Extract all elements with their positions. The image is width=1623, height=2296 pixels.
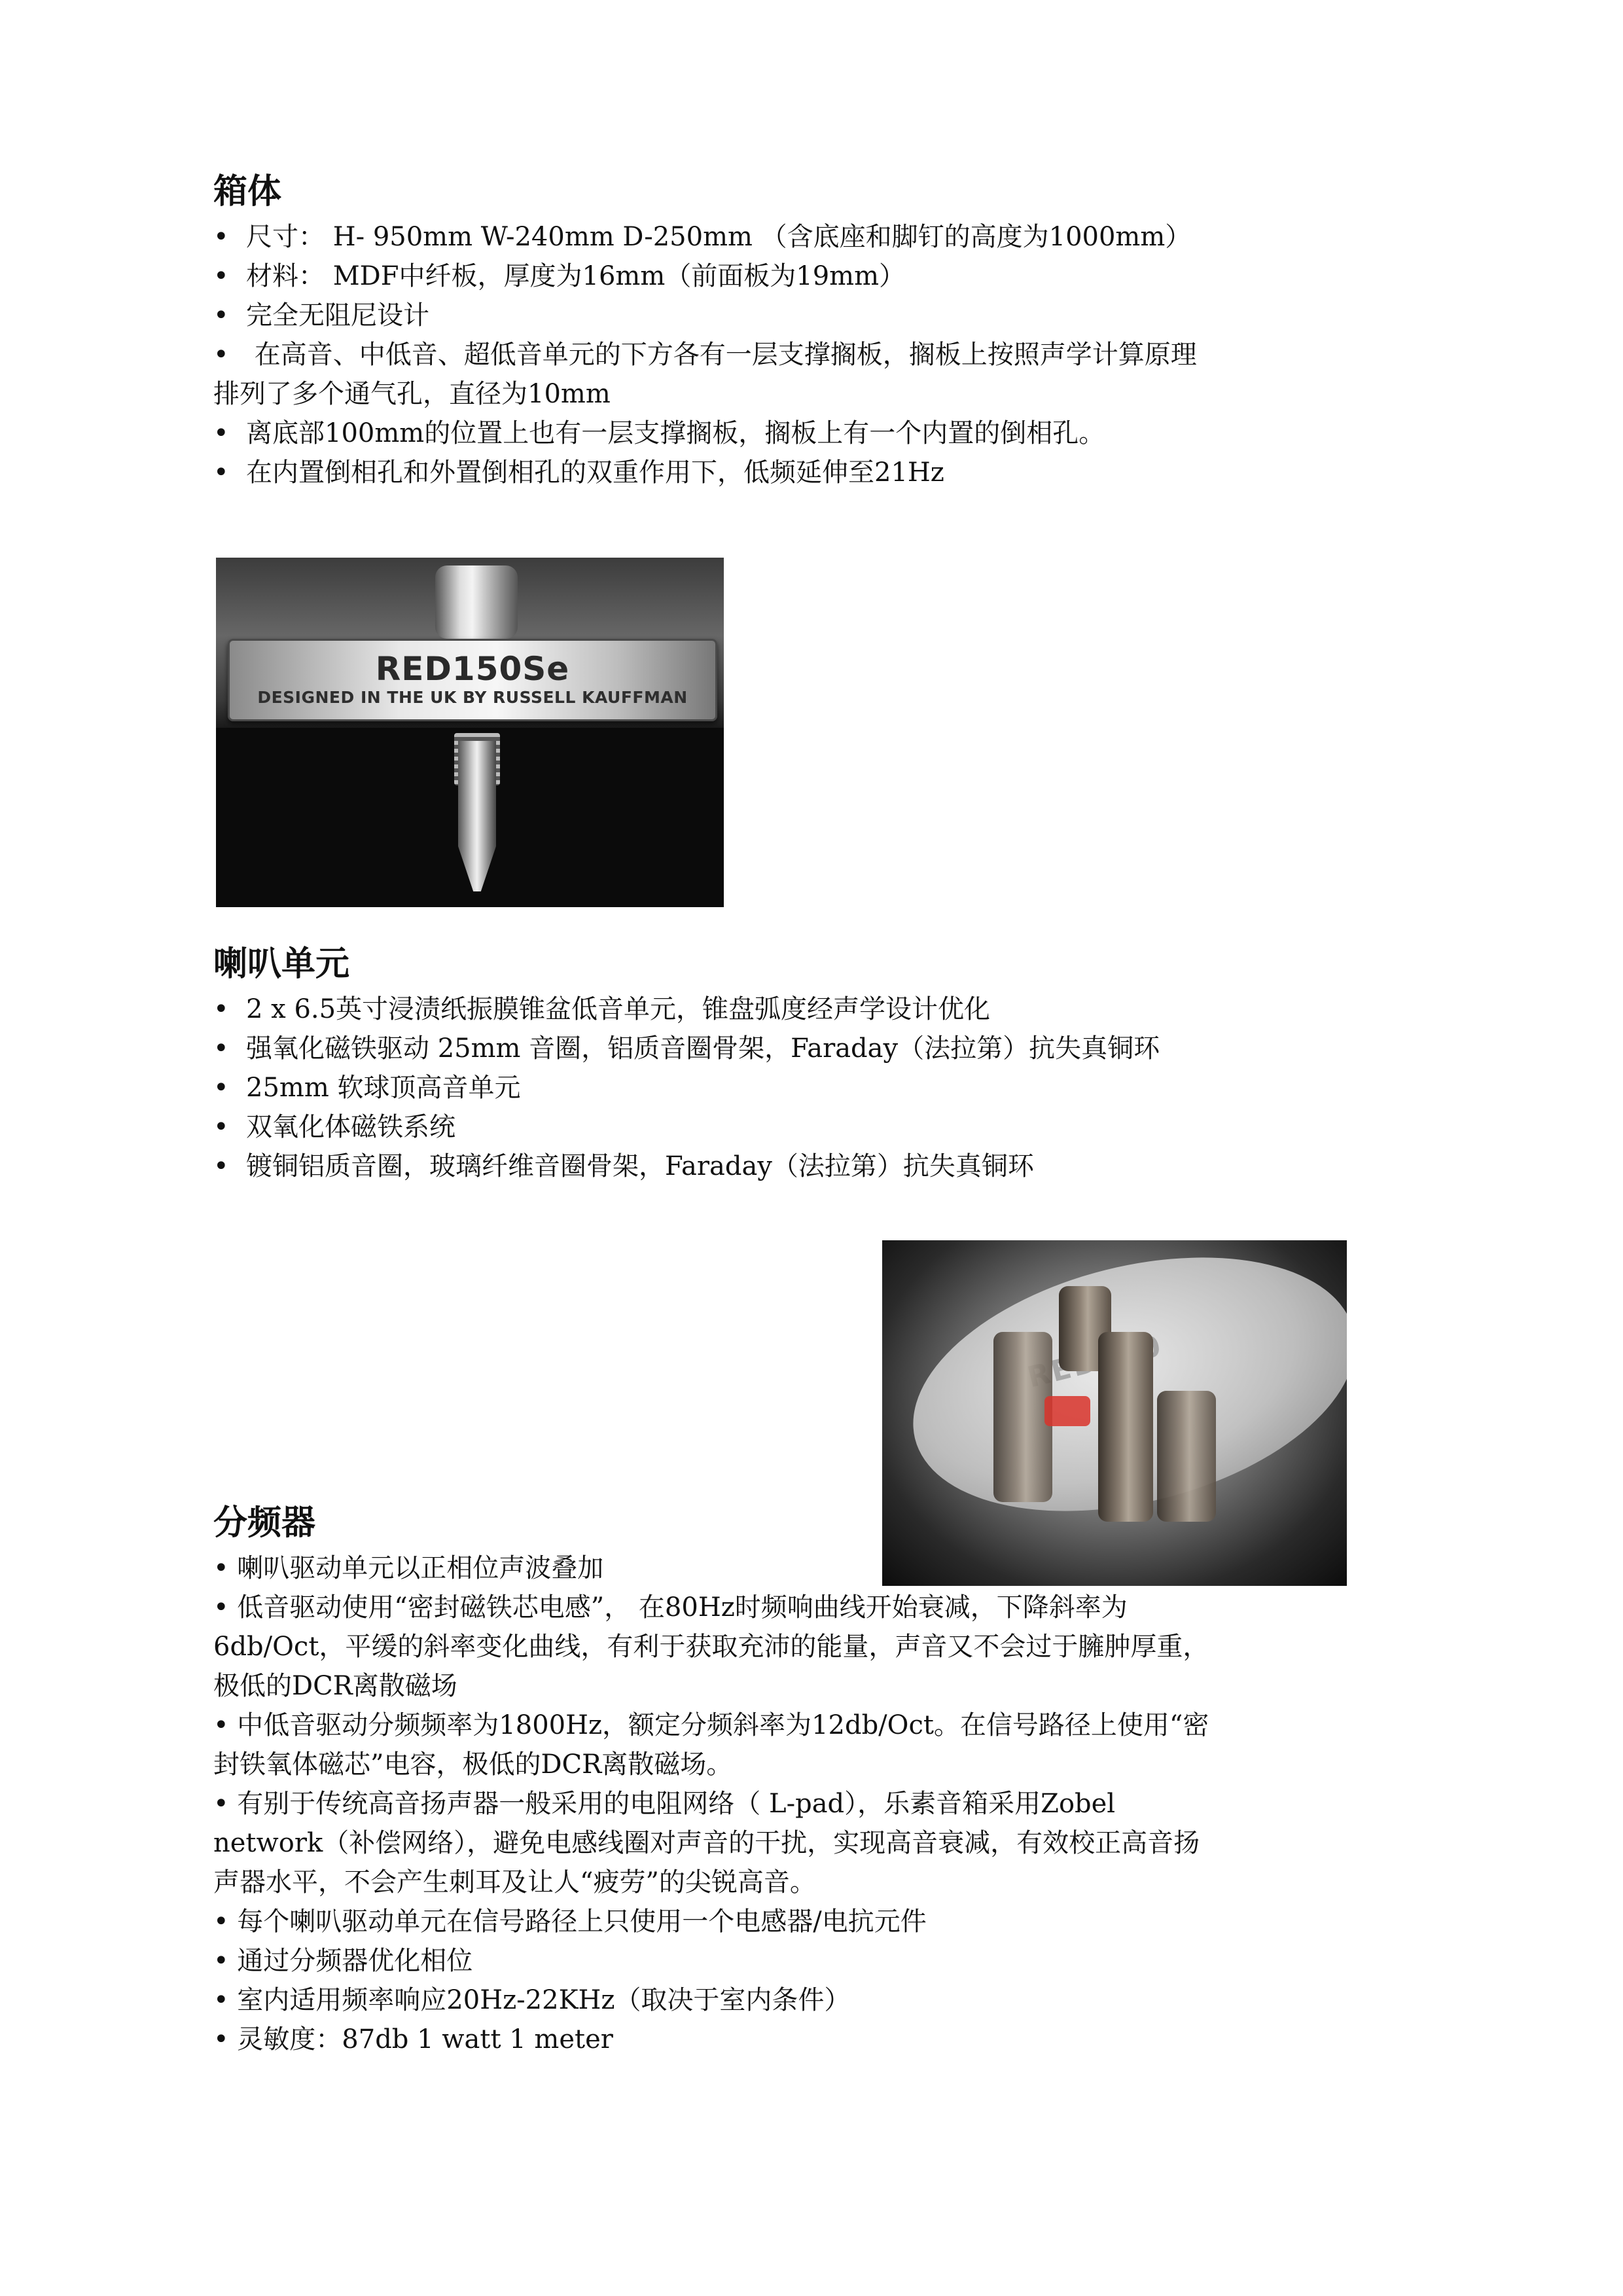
list-item: • 有别于传统高音扬声器一般采用的电阻网络（ L-pad），乐素音箱采用Zobel [213, 1789, 1116, 1819]
crossover-components-photo [882, 1240, 1347, 1586]
bullet-icon: • [213, 994, 229, 1024]
bullet-icon: • [213, 261, 229, 291]
capacitor-2 [993, 1332, 1052, 1502]
model-badge [228, 639, 717, 721]
list-item: • 材料： MDF中纤板，厚度为16mm（前面板为19mm） [213, 257, 1391, 296]
bullet-icon: • [213, 1151, 229, 1181]
spike-knob [435, 565, 518, 639]
list-item: • 室内适用频率响应20Hz-22KHz（取决于室内条件） [213, 1985, 851, 2015]
spike-tip [458, 741, 496, 891]
list-item: • 完全无阻尼设计 [213, 296, 1391, 335]
bullet-icon: • [213, 1112, 229, 1142]
list-item: • 在内置倒相孔和外置倒相孔的双重作用下，低频延伸至21Hz [213, 453, 1391, 492]
list-item: • 喇叭驱动单元以正相位声波叠加 [213, 1553, 604, 1583]
bullet-icon: • [213, 457, 229, 488]
list-item-continuation: 6db/Oct，平缓的斜率变化曲线，有利于获取充沛的能量，声音又不会过于臃肿厚重， [213, 1632, 1209, 1662]
list-item: • 灵敏度：87db 1 watt 1 meter [213, 2024, 613, 2054]
list-item: • 通过分频器优化相位 [213, 1946, 473, 1976]
list-item: • 离底部100mm的位置上也有一层支撑搁板，搁板上有一个内置的倒相孔。 [213, 414, 1391, 453]
list-item: • 尺寸： H- 950mm W-240mm D-250mm （含底座和脚钉的高度为1000mm） [213, 217, 1391, 257]
bullet-icon: • [213, 222, 229, 252]
capacitor-4 [1157, 1391, 1216, 1522]
badge-subtitle-text: DESIGNED IN THE UK BY RUSSELL KAUFFMAN [257, 688, 688, 707]
bullet-icon: • [213, 340, 229, 370]
list-item-continuation: 极低的DCR离散磁场 [213, 1671, 457, 1701]
list-item: • 在高音、中低音、超低音单元的下方各有一层支撑搁板，搁板上按照声学计算原理 [213, 335, 1391, 374]
list-item: • 强氧化磁铁驱动 25mm 音圈，铝质音圈骨架，Faraday（法拉第）抗失真铜环 [213, 1029, 1391, 1068]
list-item: • 25mm 软球顶高音单元 [213, 1068, 1391, 1107]
list-item: • 双氧化体磁铁系统 [213, 1107, 1391, 1147]
crossover-spec-list [213, 1549, 1391, 2059]
bullet-icon: • [213, 1033, 229, 1064]
list-item: • 每个喇叭驱动单元在信号路径上只使用一个电感器/电抗元件 [213, 1907, 927, 1937]
section-title-crossover: 分频器 [213, 1503, 316, 1543]
badge-model-text: RED150Se [375, 650, 570, 688]
section-title-cabinet: 箱体 [213, 171, 282, 211]
list-item: • 镀铜铝质音圈，玻璃纤维音圈骨架，Faraday（法拉第）抗失真铜环 [213, 1147, 1391, 1186]
capacitor-3 [1098, 1332, 1153, 1522]
cabinet-badge-photo [216, 558, 724, 907]
drivers-spec-list [213, 990, 1391, 1186]
bullet-icon: • [213, 1073, 229, 1103]
list-item: • 2 x 6.5英寸浸渍纸振膜锥盆低音单元，锥盘弧度经声学设计优化 [213, 990, 1391, 1029]
list-item: • 低音驱动使用“密封磁铁芯电感”， 在80Hz时频响曲线开始衰减，下降斜率为 [213, 1592, 1128, 1623]
bullet-icon: • [213, 418, 229, 448]
list-item-continuation: 封铁氧体磁芯”电容，极低的DCR离散磁场。 [213, 1749, 733, 1780]
section-title-drivers: 喇叭单元 [213, 944, 350, 984]
list-item: • 中低音驱动分频频率为1800Hz，额定分频斜率为12db/Oct。在信号路径上使用“密 [213, 1710, 1209, 1740]
list-item-continuation: network（补偿网络），避免电感线圈对声音的干扰，实现高音衰减，有效校正高音扬 [213, 1828, 1200, 1858]
list-item-continuation: 排列了多个通气孔，直径为10mm [213, 379, 611, 409]
bullet-icon: • [213, 300, 229, 331]
list-item-continuation: 声器水平，不会产生刺耳及让人“疲劳”的尖锐高音。 [213, 1867, 816, 1897]
red-band [1044, 1396, 1090, 1426]
cabinet-spec-list [213, 217, 1391, 492]
